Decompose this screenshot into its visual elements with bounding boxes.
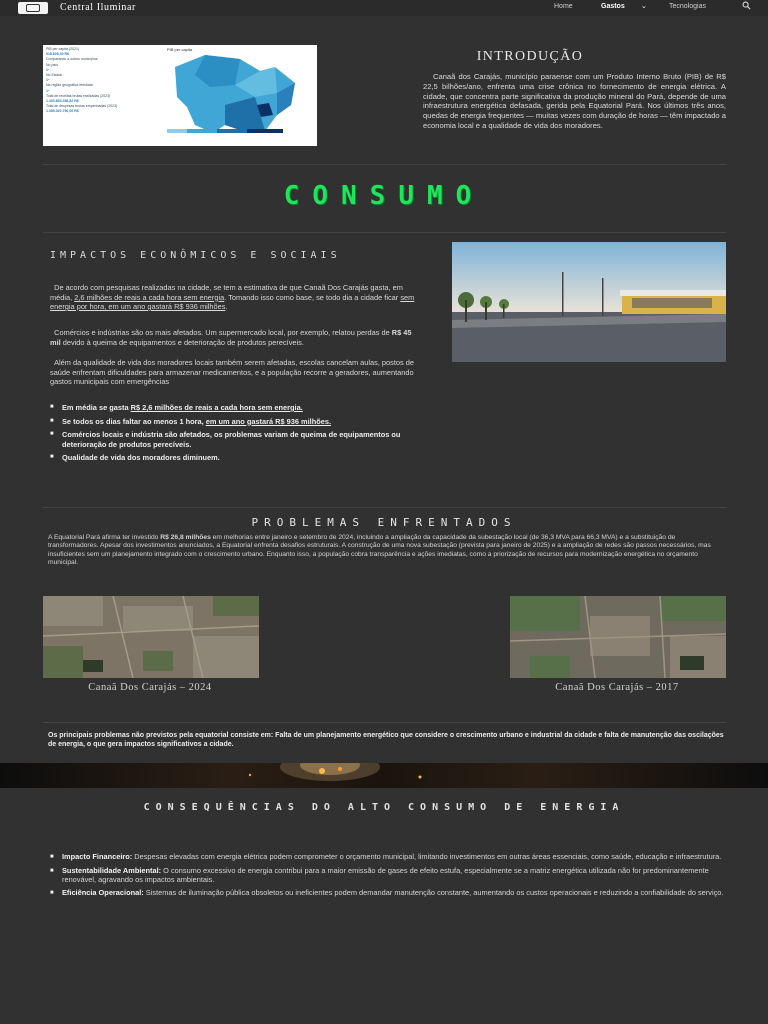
- p3-text: Além da qualidade de vida dos moradores locais também serem afetadas, escolas cancelam aulas, postos de saúde enfrentam dificuldades para armazenar medicamentos, e a população recorre a geradores, aumentando gastos municipais com emergências: [50, 358, 414, 386]
- stat-label: PIB per capita (2021): [46, 47, 80, 51]
- nav-tecnologias-link[interactable]: Tecnologias: [669, 3, 706, 10]
- search-icon[interactable]: [742, 1, 751, 10]
- p1-link-1[interactable]: 2,6 milhões de reais a cada hora sem energia: [74, 292, 225, 302]
- stat-row: [46, 94, 161, 104]
- intro-paragraph: Canaã dos Carajás, município paraense com um Produto Interno Bruto (PIB) de R$ 22,5 bilhões/ano, enfrenta uma crise crônica no fornecimento de energia elétrica. A cidade, que concentra parte significativa da produção mineral do Pará, depende de uma infraestrutura energética defasada, gerida pela Equatorial Pará. Nos últimos três anos, quedas de energia frequentes — muitas vezes com duração de horas — têm impactado a economia local e a qualidade de vida dos moradores.: [423, 72, 726, 130]
- section-divider: [43, 722, 726, 723]
- stat-label: Total de despesas brutas empenhadas (2023): [46, 104, 118, 109]
- stat-label: Na região geográfica imediata: [46, 83, 93, 88]
- stat-row: [46, 83, 161, 93]
- consequencias-heading: CONSEQUÊNCIAS DO ALTO CONSUMO DE ENERGIA: [143, 802, 625, 813]
- lightbulb-illustration: [0, 763, 768, 788]
- list-item: [50, 867, 730, 885]
- caption-2017: Canaã Dos Carajás – 2017: [555, 682, 679, 693]
- site-title[interactable]: Central Iluminar: [60, 2, 136, 13]
- item-label: Sustentabilidade Ambiental:: [62, 865, 162, 875]
- p2-text-a: Comércios e indústrias são os mais afetados. Um supermercado local, por exemplo, relatou perdas de: [54, 328, 392, 337]
- consequencias-list: [50, 853, 730, 903]
- nav-home-link[interactable]: Home: [554, 3, 573, 10]
- impactos-paragraph-3: [50, 358, 422, 387]
- caption-2024: Canaã Dos Carajás – 2024: [88, 682, 212, 693]
- aerial-photo-2024: [43, 596, 259, 678]
- stat-value: 1º: [46, 67, 50, 72]
- bullet-text: Comércios locais e indústria são afetados, os problemas variam de queima de equipamentos ou deterioração de produtos perecíveis.: [62, 430, 401, 449]
- nav-links: [0, 3, 768, 15]
- item-text: O consumo excessivo de energia contribui para a maior emissão de gases de efeito estufa, especialmente se a matriz energética utilizada não for predominantemente renovável, agravando os impactos ambientais.: [62, 865, 709, 884]
- aerial-photo-2017: [510, 596, 726, 678]
- bullet-text: Qualidade de vida dos moradores diminuem.: [62, 453, 220, 462]
- stat-value: 1.403.853.288,82 R$: [46, 99, 79, 104]
- section-divider: [43, 232, 726, 233]
- stat-row: [46, 47, 161, 57]
- stat-value: 1.389.022.790,00 R$: [46, 109, 79, 114]
- chevron-down-icon[interactable]: ⌄: [641, 3, 647, 10]
- principais-problemas-text: Os principais problemas não previstos pela equatorial consiste em: Falta de um planejamento energético que considere o crescimento urbano e industrial da cidade e falta de manutenção das oscilações de energia, o que gera impactos significativos a cidade.: [48, 732, 724, 748]
- consumo-heading: CONSUMO: [283, 181, 485, 211]
- list-item: [50, 889, 730, 898]
- section-divider: [43, 164, 726, 165]
- problemas-bold: R$ 26,8 milhões: [160, 534, 211, 541]
- bullet-text: Em média se gasta: [62, 403, 131, 412]
- stat-label: Comparando a outros municípios: [46, 57, 98, 62]
- ibge-stats-panel: [46, 47, 161, 115]
- list-item: [50, 853, 730, 862]
- stat-label: No Estado: [46, 73, 63, 78]
- aerial-illustration-2024: [43, 596, 259, 678]
- problemas-text-b: em melhorias entre janeiro e setembro de 2024, incluindo a ampliação da capacidade da subestação local (de 36,3 MVA para 66,3 MVA) e a substituição de transformadores. Apesar dos investimentos anunciados, a Equatorial enfrenta desafios estruturais. A construção de uma nova subestação (prevista para janeiro de 2025) e a ampliação de redes são passos necessários, mas insuficientes sem um planejamento integrado com o crescimento urbano. Enquanto isso, a população cobra transparência e ações imediatas, como a priorização de recursos para modernização energética no orçamento municipal.: [48, 534, 711, 567]
- list-item: [50, 430, 420, 449]
- lightbulb-banner: [0, 763, 768, 788]
- impactos-paragraph-2: [50, 328, 422, 347]
- stat-label: Total de receitas brutas realizadas (2023): [46, 93, 111, 98]
- problemas-paragraph: [48, 534, 722, 568]
- item-text: Despesas elevadas com energia elétrica podem comprometer o orçamento municipal, limitando investimentos em outras áreas essenciais, como saúde, educação e infraestrutura.: [132, 852, 722, 861]
- bullet-link[interactable]: em um ano gastará R$ 936 milhões.: [205, 416, 332, 426]
- item-label: Eficiência Operacional:: [62, 888, 144, 898]
- section-divider: [43, 507, 726, 508]
- p1-link-2[interactable]: sem energia por hora, em um ano gastará R$ 936 milhões: [50, 292, 415, 311]
- bullet-text: Se todos os dias faltar ao menos 1 hora,: [62, 416, 206, 426]
- impactos-paragraph-1: [50, 283, 422, 312]
- intro-title: INTRODUÇÃO: [476, 49, 584, 64]
- problemas-heading: PROBLEMAS ENFRENTADOS: [251, 516, 517, 529]
- p1-text-c: .: [225, 302, 228, 311]
- p1-text-b: . Tomando isso como base, se todo dia a cidade ficar: [224, 292, 401, 302]
- map-title: PIB per capita: [167, 47, 193, 52]
- stat-value: 1º: [46, 78, 50, 83]
- stat-row: [46, 63, 161, 73]
- ibge-stats-image: [43, 45, 317, 146]
- street-photo-illustration: [452, 242, 726, 362]
- list-item: [50, 453, 420, 463]
- stat-label: No país: [46, 62, 59, 67]
- item-label: Impacto Financeiro:: [62, 852, 133, 861]
- p2-text-b: devido à queima de equipamentos e deterioração de produtos perecíveis.: [60, 337, 304, 347]
- impactos-heading: IMPACTOS ECONÔMICOS E SOCIAIS: [50, 250, 341, 261]
- stat-row: [46, 73, 161, 83]
- bullet-link[interactable]: R$ 2,6 milhões de reais a cada hora sem energia.: [130, 403, 303, 412]
- top-navigation: [0, 0, 768, 16]
- list-item: [50, 403, 420, 413]
- nav-gastos-link[interactable]: Gastos: [601, 3, 625, 10]
- stat-value: 918.806,30 R$: [46, 52, 69, 57]
- para-map-image: [165, 45, 315, 146]
- item-text: Sistemas de iluminação pública obsoletos ou ineficientes podem demandar manutenção constante, aumentando os custos operacionais e reduzindo a confiabilidade do serviço.: [143, 888, 724, 898]
- p2-bold: R$ 45 mil: [50, 328, 412, 347]
- stat-value: 1º: [46, 88, 50, 93]
- list-item: [50, 417, 420, 427]
- aerial-illustration-2017: [510, 596, 726, 678]
- street-photo: [452, 242, 726, 362]
- impactos-bullet-list: [50, 403, 420, 467]
- p1-text-a: De acordo com pesquisas realizadas na cidade, se tem a estimativa de que Canaã Dos Carajás gasta, em média,: [50, 283, 403, 302]
- problemas-text-a: A Equatorial Pará afirma ter investido: [48, 534, 161, 541]
- stat-row: [46, 104, 161, 114]
